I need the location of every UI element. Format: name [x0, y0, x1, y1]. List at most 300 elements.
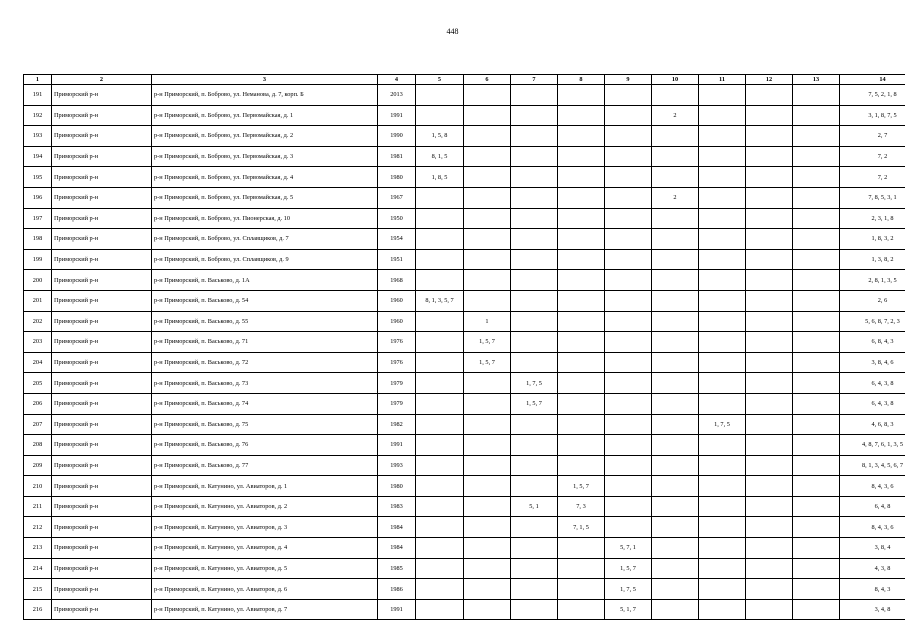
table-cell-col-3: р-н Приморский, п. Катунино, ул. Авиаторов, д. 1: [152, 476, 378, 497]
table-cell-col-1: 197: [24, 208, 52, 229]
table-cell-col-11: [699, 455, 746, 476]
table-cell-col-14: 4, 6, 8, 3: [840, 414, 905, 435]
table-cell-col-9: [605, 85, 652, 106]
table-cell-col-13: [793, 476, 840, 497]
table-cell-col-8: [558, 270, 605, 291]
table-cell-col-14: 3, 4, 8: [840, 599, 905, 620]
table-cell-col-7: [511, 167, 558, 188]
table-cell-col-11: [699, 352, 746, 373]
table-cell-col-5: [416, 414, 464, 435]
table-cell-col-3: р-н Приморский, п. Васьково, д. 75: [152, 414, 378, 435]
table-cell-col-9: [605, 229, 652, 250]
table-cell-col-13: [793, 352, 840, 373]
table-cell-col-8: [558, 126, 605, 147]
table-cell-col-14: 6, 4, 3, 8: [840, 393, 905, 414]
table-cell-col-4: 1985: [378, 558, 416, 579]
table-cell-col-3: р-н Приморский, п. Катунино, ул. Авиаторов, д. 5: [152, 558, 378, 579]
table-cell-col-9: 5, 1, 7: [605, 599, 652, 620]
table-cell-col-4: 1983: [378, 496, 416, 517]
table-cell-col-12: [746, 476, 793, 497]
table-cell-col-10: [652, 455, 699, 476]
table-cell-col-13: [793, 496, 840, 517]
table-cell-col-13: [793, 208, 840, 229]
table-cell-col-4: 1976: [378, 352, 416, 373]
table-cell-col-2: Приморский р-н: [52, 187, 152, 208]
table-cell-col-14: 7, 2: [840, 167, 905, 188]
table-cell-col-6: [464, 496, 511, 517]
table-cell-col-6: [464, 517, 511, 538]
table-cell-col-7: [511, 435, 558, 456]
table-cell-col-12: [746, 208, 793, 229]
table-cell-col-1: 210: [24, 476, 52, 497]
table-cell-col-9: [605, 496, 652, 517]
table-cell-col-14: 7, 5, 2, 1, 8: [840, 85, 905, 106]
table-cell-col-14: 6, 4, 8: [840, 496, 905, 517]
table-cell-col-2: Приморский р-н: [52, 229, 152, 250]
table-cell-col-5: 8, 1, 3, 5, 7: [416, 290, 464, 311]
table-row: [24, 311, 905, 332]
table-cell-col-14: 2, 3, 1, 8: [840, 208, 905, 229]
column-header-8: 8: [558, 75, 605, 85]
column-header-14: 14: [840, 75, 905, 85]
table-cell-col-13: [793, 167, 840, 188]
table-cell-col-9: [605, 393, 652, 414]
table-cell-col-9: [605, 435, 652, 456]
table-cell-col-5: [416, 455, 464, 476]
column-header-13: 13: [793, 75, 840, 85]
table-cell-col-5: [416, 599, 464, 620]
table-cell-col-13: [793, 187, 840, 208]
table-cell-col-7: [511, 105, 558, 126]
table-cell-col-2: Приморский р-н: [52, 476, 152, 497]
table-cell-col-4: 2013: [378, 85, 416, 106]
table-cell-col-6: [464, 373, 511, 394]
table-cell-col-10: [652, 414, 699, 435]
table-cell-col-12: [746, 496, 793, 517]
table-row: [24, 579, 905, 600]
table-row: [24, 105, 905, 126]
table-cell-col-4: 1982: [378, 414, 416, 435]
table-cell-col-2: Приморский р-н: [52, 496, 152, 517]
table-cell-col-7: [511, 290, 558, 311]
table-cell-col-3: р-н Приморский, п. Васьково, д. 76: [152, 435, 378, 456]
table-cell-col-12: [746, 126, 793, 147]
table-cell-col-11: [699, 229, 746, 250]
table-cell-col-3: р-н Приморский, п. Васьково, д. 72: [152, 352, 378, 373]
table-cell-col-8: [558, 249, 605, 270]
table-cell-col-2: Приморский р-н: [52, 517, 152, 538]
table-cell-col-12: [746, 105, 793, 126]
table-row: [24, 187, 905, 208]
table-cell-col-6: [464, 538, 511, 559]
table-cell-col-1: 193: [24, 126, 52, 147]
table-cell-col-6: [464, 579, 511, 600]
table-cell-col-11: [699, 496, 746, 517]
table-cell-col-5: [416, 558, 464, 579]
table-cell-col-4: 1960: [378, 290, 416, 311]
column-header-4: 4: [378, 75, 416, 85]
table-cell-col-12: [746, 435, 793, 456]
table-cell-col-8: [558, 579, 605, 600]
table-cell-col-2: Приморский р-н: [52, 290, 152, 311]
table-row: [24, 414, 905, 435]
table-cell-col-4: 1968: [378, 270, 416, 291]
table-cell-col-6: [464, 167, 511, 188]
table-cell-col-14: 3, 8, 4: [840, 538, 905, 559]
table-cell-col-4: 1990: [378, 126, 416, 147]
table-cell-col-4: 1993: [378, 455, 416, 476]
table-cell-col-1: 204: [24, 352, 52, 373]
table-cell-col-14: 8, 1, 3, 4, 5, 6, 7: [840, 455, 905, 476]
table-cell-col-2: Приморский р-н: [52, 249, 152, 270]
table-cell-col-6: [464, 476, 511, 497]
table-cell-col-13: [793, 290, 840, 311]
table-cell-col-14: 5, 6, 8, 7, 2, 3: [840, 311, 905, 332]
table-cell-col-1: 200: [24, 270, 52, 291]
table-cell-col-3: р-н Приморский, п. Боброво, ул. Пионерская, д. 10: [152, 208, 378, 229]
table-cell-col-8: [558, 167, 605, 188]
column-header-12: 12: [746, 75, 793, 85]
table-cell-col-12: [746, 167, 793, 188]
table-cell-col-6: [464, 290, 511, 311]
table-cell-col-5: 8, 1, 5: [416, 146, 464, 167]
table-cell-col-1: 203: [24, 332, 52, 353]
table-cell-col-6: [464, 393, 511, 414]
table-cell-col-5: [416, 538, 464, 559]
column-header-10: 10: [652, 75, 699, 85]
table-cell-col-6: [464, 105, 511, 126]
table-cell-col-2: Приморский р-н: [52, 208, 152, 229]
table-cell-col-1: 213: [24, 538, 52, 559]
table-row: [24, 85, 905, 106]
table-cell-col-7: [511, 187, 558, 208]
table-row: [24, 270, 905, 291]
table-cell-col-13: [793, 393, 840, 414]
table-row: [24, 517, 905, 538]
table-cell-col-10: [652, 249, 699, 270]
table-row: [24, 538, 905, 559]
table-cell-col-13: [793, 126, 840, 147]
table-cell-col-2: Приморский р-н: [52, 332, 152, 353]
table-cell-col-6: [464, 558, 511, 579]
table-cell-col-9: [605, 373, 652, 394]
table-cell-col-13: [793, 270, 840, 291]
table-cell-col-1: 199: [24, 249, 52, 270]
table-cell-col-14: 2, 8, 1, 3, 5: [840, 270, 905, 291]
table-cell-col-2: Приморский р-н: [52, 579, 152, 600]
table-cell-col-12: [746, 373, 793, 394]
table-cell-col-10: [652, 229, 699, 250]
table-cell-col-2: Приморский р-н: [52, 373, 152, 394]
table-cell-col-11: [699, 435, 746, 456]
table-cell-col-3: р-н Приморский, п. Катунино, ул. Авиаторов, д. 7: [152, 599, 378, 620]
table-cell-col-3: р-н Приморский, п. Боброво, ул. Первомайская, д. 3: [152, 146, 378, 167]
table-cell-col-6: [464, 270, 511, 291]
table-cell-col-5: [416, 270, 464, 291]
table-cell-col-1: 192: [24, 105, 52, 126]
table-cell-col-6: [464, 249, 511, 270]
table-cell-col-5: [416, 393, 464, 414]
table-cell-col-13: [793, 517, 840, 538]
table-cell-col-5: [416, 105, 464, 126]
table-cell-col-8: [558, 208, 605, 229]
table-cell-col-7: [511, 414, 558, 435]
table-cell-col-12: [746, 352, 793, 373]
column-header-2: 2: [52, 75, 152, 85]
table-cell-col-12: [746, 455, 793, 476]
table-cell-col-7: [511, 579, 558, 600]
table-cell-col-13: [793, 538, 840, 559]
column-header-11: 11: [699, 75, 746, 85]
table-cell-col-14: 2, 7: [840, 126, 905, 147]
table-cell-col-4: 1980: [378, 476, 416, 497]
table-cell-col-6: [464, 414, 511, 435]
table-cell-col-7: [511, 558, 558, 579]
table-cell-col-1: 215: [24, 579, 52, 600]
table-cell-col-6: 1, 5, 7: [464, 352, 511, 373]
table-cell-col-1: 201: [24, 290, 52, 311]
table-cell-col-12: [746, 229, 793, 250]
table-cell-col-5: [416, 332, 464, 353]
table-cell-col-12: [746, 290, 793, 311]
table-cell-col-8: [558, 352, 605, 373]
table-cell-col-4: 1991: [378, 599, 416, 620]
table-cell-col-8: [558, 85, 605, 106]
table-cell-col-3: р-н Приморский, п. Боброво, ул. Неманова, д. 7, корп. Б: [152, 85, 378, 106]
table-cell-col-5: [416, 476, 464, 497]
table-cell-col-2: Приморский р-н: [52, 455, 152, 476]
table-cell-col-8: [558, 187, 605, 208]
table-cell-col-8: [558, 599, 605, 620]
table-cell-col-14: 8, 4, 3, 6: [840, 476, 905, 497]
table-cell-col-11: [699, 599, 746, 620]
table-cell-col-5: [416, 373, 464, 394]
table-cell-col-1: 208: [24, 435, 52, 456]
table-cell-col-10: 2: [652, 105, 699, 126]
table-row: [24, 208, 905, 229]
table-cell-col-7: [511, 249, 558, 270]
table-cell-col-6: [464, 229, 511, 250]
table-cell-col-11: [699, 290, 746, 311]
table-cell-col-8: [558, 146, 605, 167]
table-cell-col-3: р-н Приморский, п. Боброво, ул. Первомайская, д. 4: [152, 167, 378, 188]
table-cell-col-12: [746, 332, 793, 353]
table-cell-col-8: [558, 105, 605, 126]
table-cell-col-8: [558, 393, 605, 414]
table-cell-col-1: 209: [24, 455, 52, 476]
table-row: [24, 332, 905, 353]
table-cell-col-1: 214: [24, 558, 52, 579]
table-cell-col-10: [652, 126, 699, 147]
table-cell-col-13: [793, 85, 840, 106]
table-cell-col-4: 1986: [378, 579, 416, 600]
table-cell-col-7: [511, 538, 558, 559]
table-cell-col-9: [605, 270, 652, 291]
table-cell-col-1: 202: [24, 311, 52, 332]
table-cell-col-11: [699, 105, 746, 126]
table-cell-col-6: [464, 85, 511, 106]
table-cell-col-7: [511, 332, 558, 353]
table-cell-col-3: р-н Приморский, п. Катунино, ул. Авиаторов, д. 6: [152, 579, 378, 600]
table-cell-col-11: [699, 332, 746, 353]
table-cell-col-1: 206: [24, 393, 52, 414]
table-cell-col-2: Приморский р-н: [52, 352, 152, 373]
page-number: 448: [446, 27, 459, 36]
table-cell-col-4: 1981: [378, 146, 416, 167]
table-cell-col-4: 1991: [378, 435, 416, 456]
table-row: [24, 393, 905, 414]
column-header-5: 5: [416, 75, 464, 85]
table-cell-col-3: р-н Приморский, п. Боброво, ул. Первомайская, д. 2: [152, 126, 378, 147]
table-cell-col-4: 1984: [378, 517, 416, 538]
table-cell-col-7: [511, 270, 558, 291]
table-cell-col-12: [746, 393, 793, 414]
table-cell-col-12: [746, 249, 793, 270]
table-cell-col-8: [558, 332, 605, 353]
table-cell-col-3: р-н Приморский, п. Васьково, д. 71: [152, 332, 378, 353]
table-cell-col-7: [511, 229, 558, 250]
table-cell-col-7: [511, 476, 558, 497]
table-cell-col-7: [511, 517, 558, 538]
table-cell-col-2: Приморский р-н: [52, 270, 152, 291]
table-cell-col-7: [511, 599, 558, 620]
table-cell-col-13: [793, 579, 840, 600]
table-cell-col-1: 211: [24, 496, 52, 517]
table-row: [24, 352, 905, 373]
table-cell-col-7: 5, 1: [511, 496, 558, 517]
table-cell-col-10: [652, 146, 699, 167]
table-cell-col-13: [793, 249, 840, 270]
table-cell-col-7: 1, 7, 5: [511, 373, 558, 394]
table-cell-col-10: [652, 599, 699, 620]
table-cell-col-9: 1, 7, 5: [605, 579, 652, 600]
table-cell-col-5: 1, 8, 5: [416, 167, 464, 188]
table-cell-col-13: [793, 455, 840, 476]
table-cell-col-8: [558, 290, 605, 311]
table-cell-col-14: 2, 6: [840, 290, 905, 311]
table-cell-col-9: [605, 414, 652, 435]
table-cell-col-6: [464, 146, 511, 167]
table-row: [24, 455, 905, 476]
table-cell-col-2: Приморский р-н: [52, 311, 152, 332]
table-cell-col-11: [699, 187, 746, 208]
table-cell-col-9: [605, 105, 652, 126]
table-cell-col-9: [605, 311, 652, 332]
table-cell-col-11: [699, 517, 746, 538]
table-cell-col-11: [699, 146, 746, 167]
table-cell-col-2: Приморский р-н: [52, 435, 152, 456]
table-row: [24, 249, 905, 270]
table-cell-col-14: 6, 8, 4, 3: [840, 332, 905, 353]
table-cell-col-10: [652, 435, 699, 456]
table-cell-col-5: [416, 85, 464, 106]
table-cell-col-2: Приморский р-н: [52, 393, 152, 414]
table-cell-col-6: 1, 5, 7: [464, 332, 511, 353]
table-cell-col-10: [652, 311, 699, 332]
table-cell-col-2: Приморский р-н: [52, 414, 152, 435]
table-cell-col-10: [652, 476, 699, 497]
table-cell-col-4: 1950: [378, 208, 416, 229]
table-header: [24, 75, 905, 85]
table-cell-col-10: [652, 270, 699, 291]
table-cell-col-6: [464, 599, 511, 620]
table-cell-col-9: 1, 5, 7: [605, 558, 652, 579]
table-cell-col-8: [558, 311, 605, 332]
table-cell-col-13: [793, 229, 840, 250]
table-cell-col-8: [558, 538, 605, 559]
table-cell-col-10: [652, 517, 699, 538]
table-cell-col-11: [699, 476, 746, 497]
table-cell-col-9: [605, 126, 652, 147]
table-cell-col-7: [511, 311, 558, 332]
table-cell-col-3: р-н Приморский, п. Васьково, д. 77: [152, 455, 378, 476]
table-cell-col-11: [699, 208, 746, 229]
table-cell-col-12: [746, 311, 793, 332]
table-cell-col-1: 198: [24, 229, 52, 250]
table-cell-col-12: [746, 538, 793, 559]
table-cell-col-6: [464, 455, 511, 476]
table-row: [24, 126, 905, 147]
data-table: [23, 74, 905, 620]
table-cell-col-6: [464, 208, 511, 229]
table-cell-col-9: [605, 332, 652, 353]
table-cell-col-10: [652, 352, 699, 373]
table-cell-col-9: [605, 208, 652, 229]
table-cell-col-3: р-н Приморский, п. Васьково, д. 55: [152, 311, 378, 332]
table-cell-col-14: 8, 4, 3: [840, 579, 905, 600]
table-cell-col-10: [652, 393, 699, 414]
table-cell-col-11: [699, 167, 746, 188]
table-cell-col-2: Приморский р-н: [52, 85, 152, 106]
table-cell-col-12: [746, 146, 793, 167]
table-cell-col-9: [605, 352, 652, 373]
table-cell-col-3: р-н Приморский, п. Васьково, д. 73: [152, 373, 378, 394]
table-cell-col-6: 1: [464, 311, 511, 332]
table-cell-col-11: [699, 373, 746, 394]
table-cell-col-9: [605, 167, 652, 188]
table-cell-col-3: р-н Приморский, п. Боброво, ул. Первомайская, д. 1: [152, 105, 378, 126]
table-cell-col-12: [746, 85, 793, 106]
table-cell-col-14: 7, 2: [840, 146, 905, 167]
table-cell-col-5: [416, 496, 464, 517]
table-cell-col-4: 1979: [378, 373, 416, 394]
table-row: [24, 373, 905, 394]
table-row: [24, 167, 905, 188]
table-cell-col-5: [416, 187, 464, 208]
table-cell-col-3: р-н Приморский, п. Васьково, д. 54: [152, 290, 378, 311]
table-cell-col-5: [416, 579, 464, 600]
table-cell-col-7: [511, 126, 558, 147]
column-header-3: 3: [152, 75, 378, 85]
table-row: [24, 435, 905, 456]
table-cell-col-11: [699, 393, 746, 414]
table-cell-col-14: 1, 3, 8, 2: [840, 249, 905, 270]
header-row: [24, 75, 905, 85]
table-cell-col-9: [605, 249, 652, 270]
table-cell-col-3: р-н Приморский, п. Васьково, д. 1А: [152, 270, 378, 291]
table-cell-col-6: [464, 126, 511, 147]
table-row: [24, 290, 905, 311]
table-cell-col-1: 195: [24, 167, 52, 188]
table-cell-col-10: [652, 85, 699, 106]
table-cell-col-4: 1976: [378, 332, 416, 353]
column-header-9: 9: [605, 75, 652, 85]
table-cell-col-14: 3, 8, 4, 6: [840, 352, 905, 373]
table-cell-col-8: [558, 373, 605, 394]
table-cell-col-6: [464, 187, 511, 208]
table-body: [24, 85, 905, 620]
table-cell-col-10: [652, 290, 699, 311]
